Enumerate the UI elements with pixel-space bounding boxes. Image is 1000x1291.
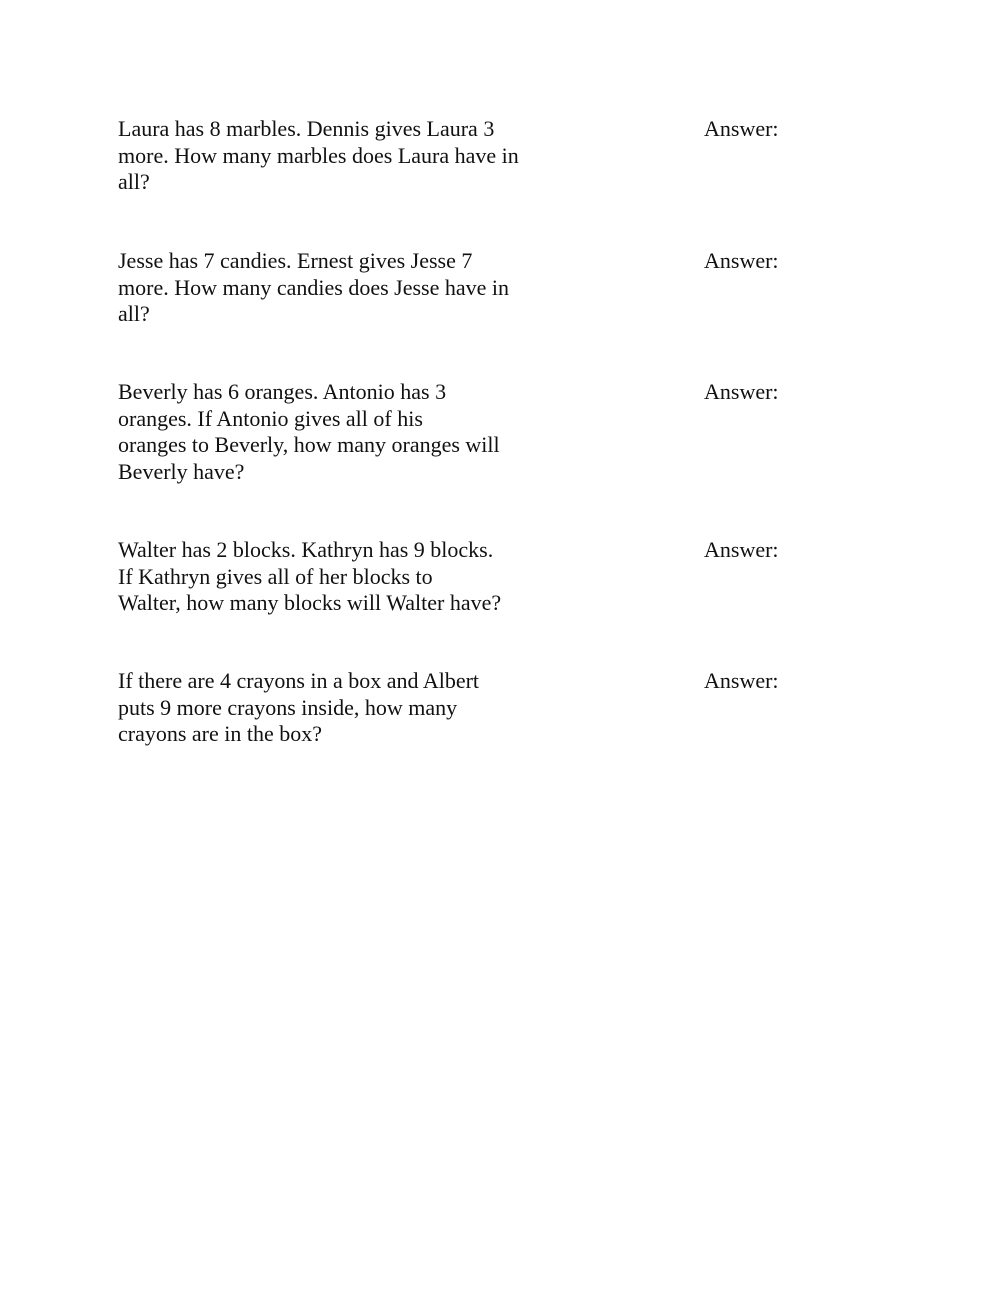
problem-question: Jesse has 7 candies. Ernest gives Jesse 7 more. How many candies does Jesse have in all? <box>118 248 510 326</box>
answer-label: Answer: <box>704 537 779 562</box>
problem-question: If there are 4 crayons in a box and Albert puts 9 more crayons inside, how many crayons are in the box? <box>118 668 480 746</box>
answer-label: Answer: <box>704 379 779 404</box>
answer-label: Answer: <box>704 668 779 693</box>
problem-question: Laura has 8 marbles. Dennis gives Laura 3 more. How many marbles does Laura have in all? <box>118 116 519 194</box>
problem-question: Beverly has 6 oranges. Antonio has 3 oranges. If Antonio gives all of his oranges to Beverly, how many oranges will Beverly have? <box>118 379 500 484</box>
problem-question: Walter has 2 blocks. Kathryn has 9 blocks. If Kathryn gives all of her blocks to Walter, how many blocks will Walter have? <box>118 537 502 615</box>
answer-label: Answer: <box>704 116 779 141</box>
answer-label: Answer: <box>704 248 779 273</box>
